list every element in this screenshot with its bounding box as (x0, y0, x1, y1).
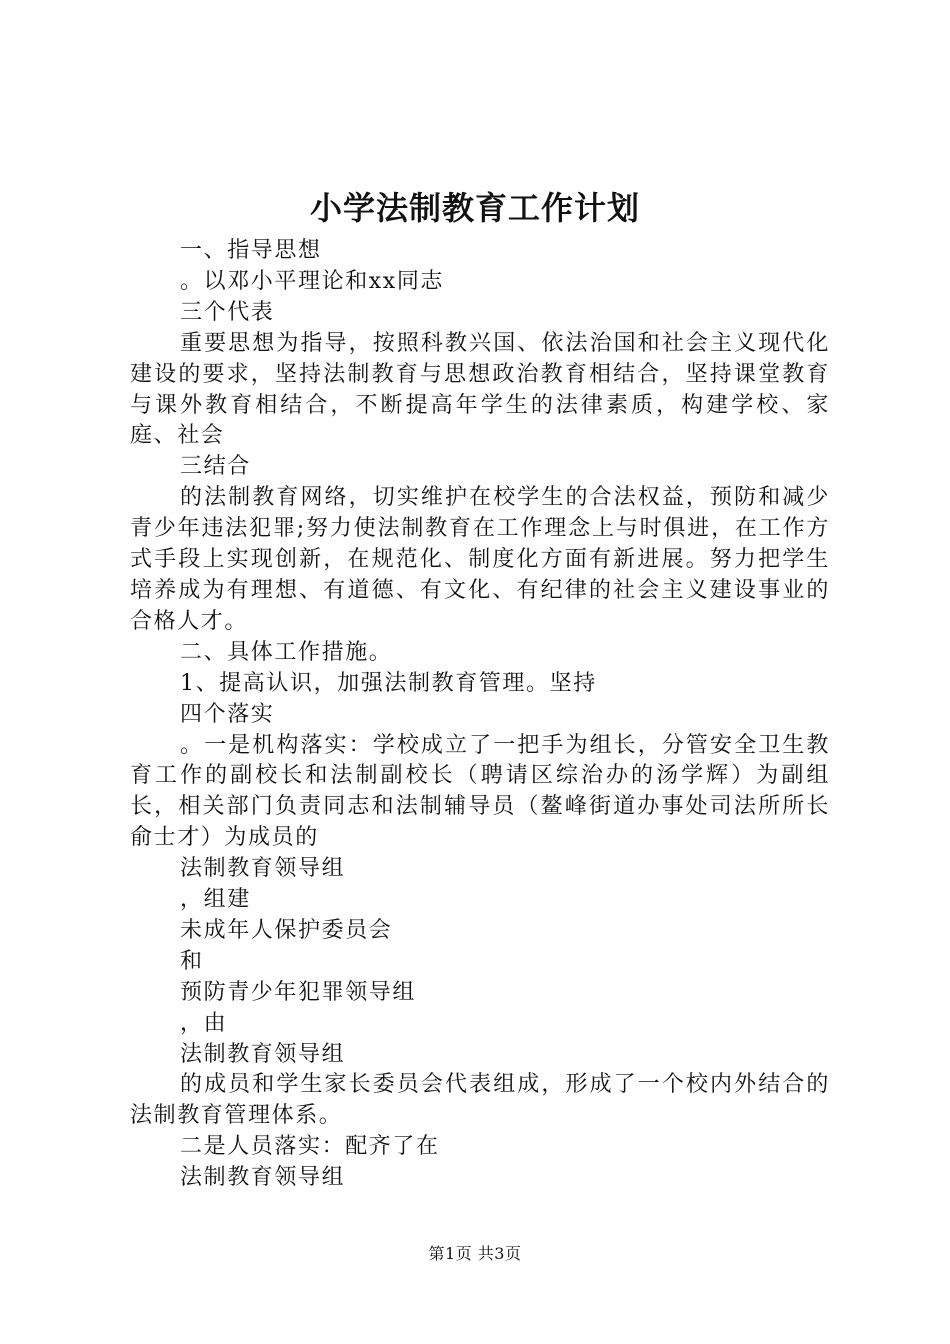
paragraph: 和 (180, 948, 204, 974)
page-number-footer: 第1页 共3页 (428, 1244, 522, 1263)
document-body (130, 236, 830, 1194)
paragraph: 预防青少年犯罪领导组 (180, 979, 417, 1005)
paragraph: 。以邓小平理论和xx同志 (180, 268, 445, 294)
paragraph: 三个代表 (180, 299, 275, 325)
paragraph: 二、具体工作措施。 (180, 639, 393, 665)
document-title: 小学法制教育工作计划 (309, 189, 640, 227)
paragraph: 的法制教育网络，切实维护在校学生的合法权益，预防和减少青少年违法犯罪;努力使法制教育在工作理念上与时俱进，在工作方式手段上实现创新，在规范化、制度化方面有新进展。努力把学生培养成为有理想、有道德、有文化、有纪律的社会主义建设事业的合格人才。 (130, 485, 830, 634)
paragraph: 法制教育领导组 (180, 1165, 346, 1191)
paragraph: 三结合 (180, 454, 251, 480)
paragraph: 重要思想为指导，按照科教兴国、依法治国和社会主义现代化建设的要求，坚持法制教育与思想政治教育相结合，坚持课堂教育与课外教育相结合，不断提高年学生的法律素质，构建学校、家庭、社会 (130, 330, 830, 449)
paragraph: 二是人员落实：配齐了在 (180, 1134, 440, 1160)
paragraph: ，组建 (180, 887, 251, 913)
paragraph: 。一是机构落实：学校成立了一把手为组长，分管安全卫生教育工作的副校长和法制副校长（聘请区综治办的汤学辉）为副组长，相关部门负责同志和法制辅导员（鳌峰街道办事处司法所所长俞士才）为成员的 (130, 732, 830, 851)
paragraph: 法制教育领导组 (180, 856, 346, 882)
paragraph: 未成年人保护委员会 (180, 917, 393, 943)
paragraph: 一、指导思想 (180, 238, 322, 263)
paragraph: 1、提高认识，加强法制教育管理。坚持 (180, 670, 597, 696)
paragraph: 的成员和学生家长委员会代表组成，形成了一个校内外结合的法制教育管理体系。 (130, 1072, 830, 1129)
paragraph: 法制教育领导组 (180, 1041, 346, 1067)
paragraph: ，由 (180, 1010, 228, 1036)
paragraph: 四个落实 (180, 701, 275, 727)
